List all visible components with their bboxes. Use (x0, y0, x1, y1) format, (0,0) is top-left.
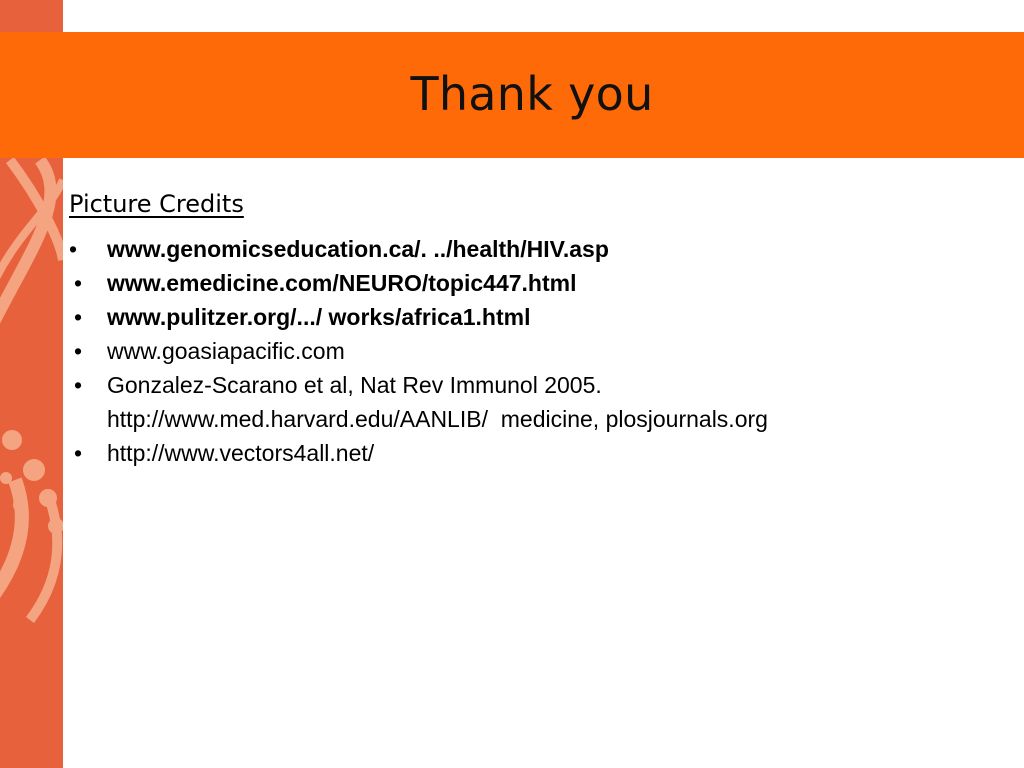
credits-section (69, 186, 989, 470)
credit-text: www.genomicseducation.ca/. ../health/HIV.asp (107, 236, 609, 262)
credit-text: http://www.vectors4all.net/ (107, 440, 375, 466)
slide-title: Thank you (410, 67, 654, 121)
credit-item (69, 266, 989, 300)
credits-list (69, 232, 989, 470)
credit-text: www.pulitzer.org/.../ works/africa1.html (107, 304, 531, 330)
bullet-icon: • (74, 440, 83, 466)
bullet-icon: • (74, 304, 83, 330)
credit-text: http://www.med.harvard.edu/AANLIB/ medicine, plosjournals.org (107, 406, 768, 432)
credit-item (69, 368, 989, 436)
credits-heading: Picture Credits (69, 190, 244, 218)
bullet-icon: • (74, 338, 83, 364)
credit-text: www.emedicine.com/NEURO/topic447.html (107, 270, 577, 296)
bullet-icon: • (74, 270, 83, 296)
credit-text: Gonzalez-Scarano et al, Nat Rev Immunol 2005. (107, 372, 602, 398)
credit-item (69, 232, 989, 266)
credit-text: www.goasiapacific.com (107, 338, 345, 364)
credit-item (69, 436, 989, 470)
bullet-icon: • (69, 236, 78, 262)
credit-item (69, 334, 989, 368)
credit-item (69, 300, 989, 334)
bullet-icon: • (74, 372, 83, 398)
